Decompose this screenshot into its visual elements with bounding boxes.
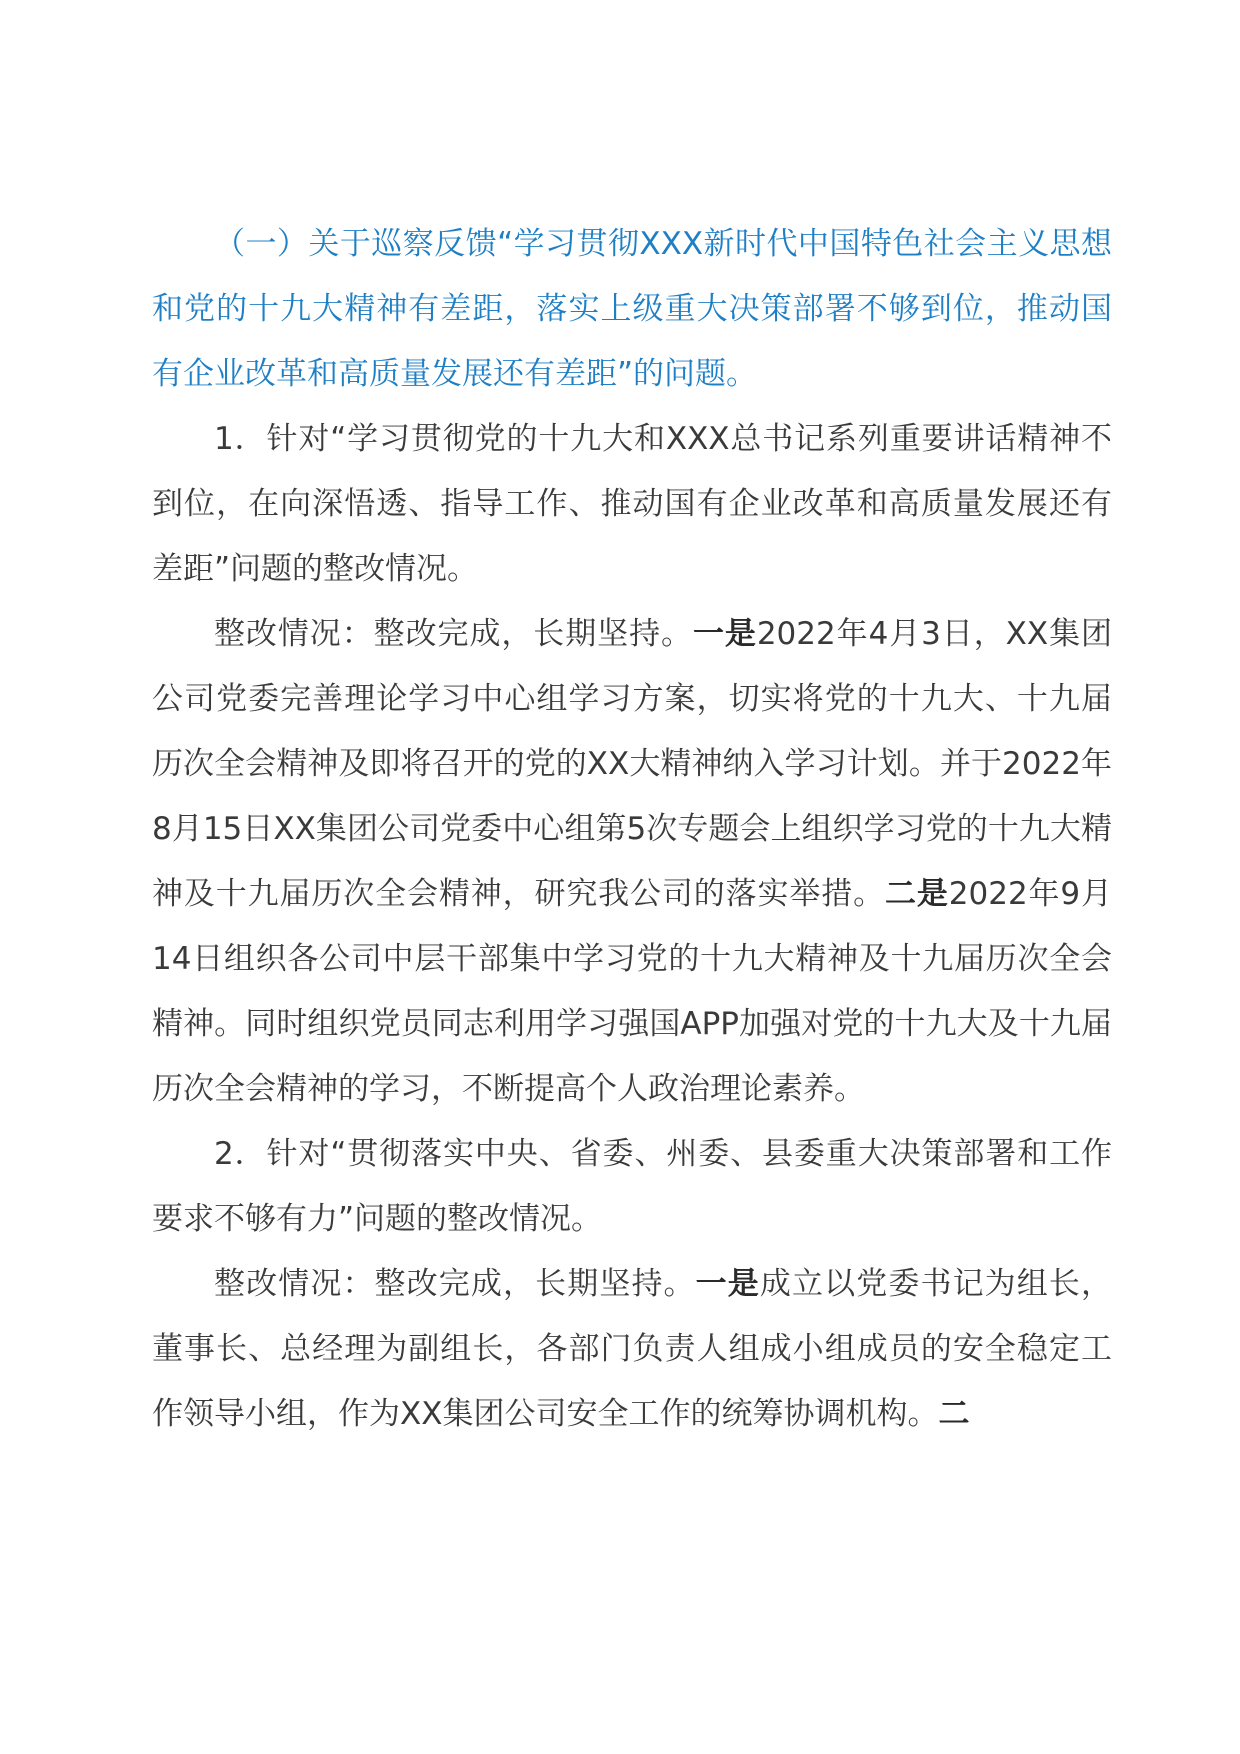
item-2-title: 2．针对“贯彻落实中央、省委、州委、县委重大决策部署和工作要求不够有力”问题的整改情况。 (152, 1136, 1112, 1237)
item-2-rectification (152, 1252, 1112, 1447)
item-1-rectification (152, 602, 1112, 1122)
item-1-status: 整改情况：整改完成，长期坚持。 (214, 616, 693, 652)
item-2-lead-second: 二 (938, 1396, 970, 1432)
item-1-text-first: 2022年4月3日，XX集团公司党委完善理论学习中心组学习方案，切实将党的十九大、十九届历次全会精神及即将召开的党的XX大精神纳入学习计划。并于2022年8月15日XX集团公司党委中心组第5次专题会上组织学习党的十九大精神及十九届历次全会精神，研究我公司的落实举措。 (152, 616, 1113, 912)
item-1-text-second: 2022年9月14日组织各公司中层干部集中学习党的十九大精神及十九届历次全会精神。同时组织党员同志利用学习强国APP加强对党的十九大及十九届历次全会精神的学习，不断提高个人政治理论素养。 (152, 876, 1113, 1107)
item-2-status: 整改情况：整改完成，长期坚持。 (214, 1266, 696, 1302)
item-1-lead-first: 一是 (692, 616, 757, 652)
item-2-text-first: 成立以党委书记为组长，董事长、总经理为副组长，各部门负责人组成小组成员的安全稳定工作领导小组，作为XX集团公司安全工作的统筹协调机构。 (152, 1266, 1113, 1432)
item-1-title: 1．针对“学习贯彻党的十九大和XXX总书记系列重要讲话精神不到位，在向深悟透、指导工作、推动国有企业改革和高质量发展还有差距”问题的整改情况。 (152, 421, 1112, 587)
document-body (152, 212, 1112, 1447)
item-1-lead-second: 二是 (885, 876, 949, 912)
section-heading: （一）关于巡察反馈“学习贯彻XXX新时代中国特色社会主义思想和党的十九大精神有差距，落实上级重大决策部署不够到位，推动国有企业改革和高质量发展还有差距”的问题。 (152, 226, 1112, 392)
item-2-lead-first: 一是 (695, 1266, 760, 1302)
